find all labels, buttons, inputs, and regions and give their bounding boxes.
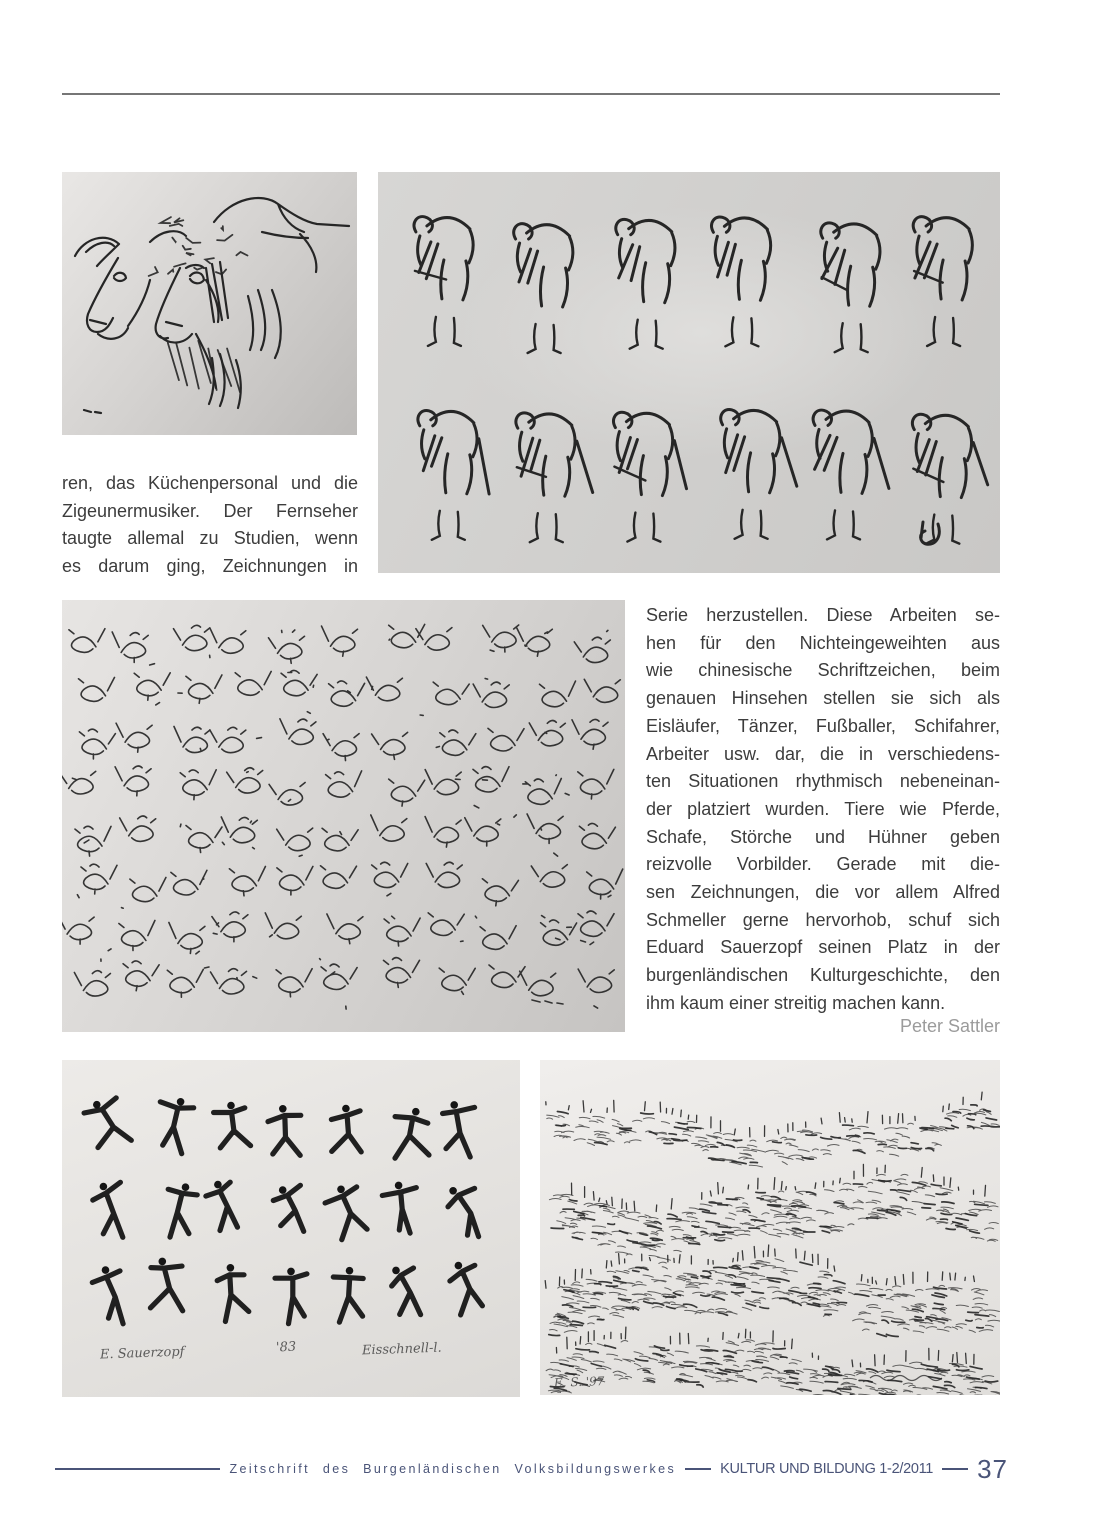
- text-line: Serie herzustellen. Diese Arbeiten se-: [646, 605, 1000, 625]
- artwork-skaters-sketch: [62, 1060, 520, 1397]
- signature-year: '83: [275, 1339, 297, 1356]
- page-footer: [55, 1452, 1008, 1486]
- signature-title: Eisschnell-l.: [361, 1340, 442, 1359]
- text-line: sen Zeichnungen, die vor allem Alfred: [646, 882, 1000, 903]
- signature-artist-year: E. S. '97: [553, 1374, 605, 1390]
- journal-title: Zeitschrift des Burgenländischen Volksbildungswerkes: [229, 1462, 677, 1476]
- artwork-hens-sketch: [62, 600, 625, 1032]
- text-line: der platziert wurden. Tiere wie Pferde,: [646, 798, 1000, 819]
- text-line: Arbeiter usw. dar, die in verschiedens-: [646, 743, 1000, 764]
- signature-artist: E. Sauerzopf: [99, 1344, 185, 1363]
- footer-rule-right: [942, 1468, 968, 1470]
- text-line: burgenländischen Kulturgeschichte, den: [646, 965, 1000, 986]
- footer-rule-left: [55, 1468, 220, 1470]
- author-byline: Peter Sattler: [899, 1016, 1000, 1036]
- text-line: genauen Hinsehen stellen sie sich als: [646, 688, 1000, 709]
- workers-drawing: [378, 172, 1000, 573]
- text-line: ten Situationen rhythmisch nebeneinan-: [646, 771, 1000, 792]
- text-line: es darum ging, Zeichnungen in: [62, 555, 358, 576]
- text-line: Eduard Sauerzopf seinen Platz in der: [646, 937, 1000, 958]
- artwork-workers-sketch: [378, 172, 1000, 573]
- text-line: taugte allemal zu Studien, wenn: [62, 528, 358, 548]
- issue-title: KULTUR UND BILDUNG 1-2/2011: [720, 1461, 934, 1477]
- artwork-oxen-sketch: [62, 172, 357, 435]
- page-number: 37: [977, 1453, 1008, 1484]
- text-line: ren, das Küchenpersonal und die: [62, 473, 358, 493]
- hens-drawing: [62, 600, 625, 1032]
- text-line: ihm kaum einer streitig machen kann.: [646, 992, 946, 1013]
- left-text-column: [62, 470, 358, 580]
- text-line: Zigeunermusiker. Der Fernseher: [62, 500, 358, 521]
- top-rule: [62, 93, 1000, 95]
- right-text-column: [646, 602, 1000, 1018]
- text-line: Eisläufer, Tänzer, Fußballer, Schifahrer,: [646, 715, 1000, 736]
- text-line: Schmeller gerne hervorhob, schuf sich: [646, 909, 1000, 930]
- artwork-landscape-sketch: [540, 1060, 1000, 1395]
- text-line: hen für den Nichteingeweihten aus: [646, 632, 1000, 653]
- footer-rule-mid: [685, 1468, 711, 1470]
- landscape-drawing: [540, 1060, 1000, 1395]
- text-line: reizvolle Vorbilder. Gerade mit die-: [646, 854, 1000, 875]
- text-line: wie chinesische Schriftzeichen, beim: [646, 660, 1000, 681]
- text-line: Schafe, Störche und Hühner geben: [646, 826, 1000, 847]
- oxen-drawing: [62, 172, 357, 435]
